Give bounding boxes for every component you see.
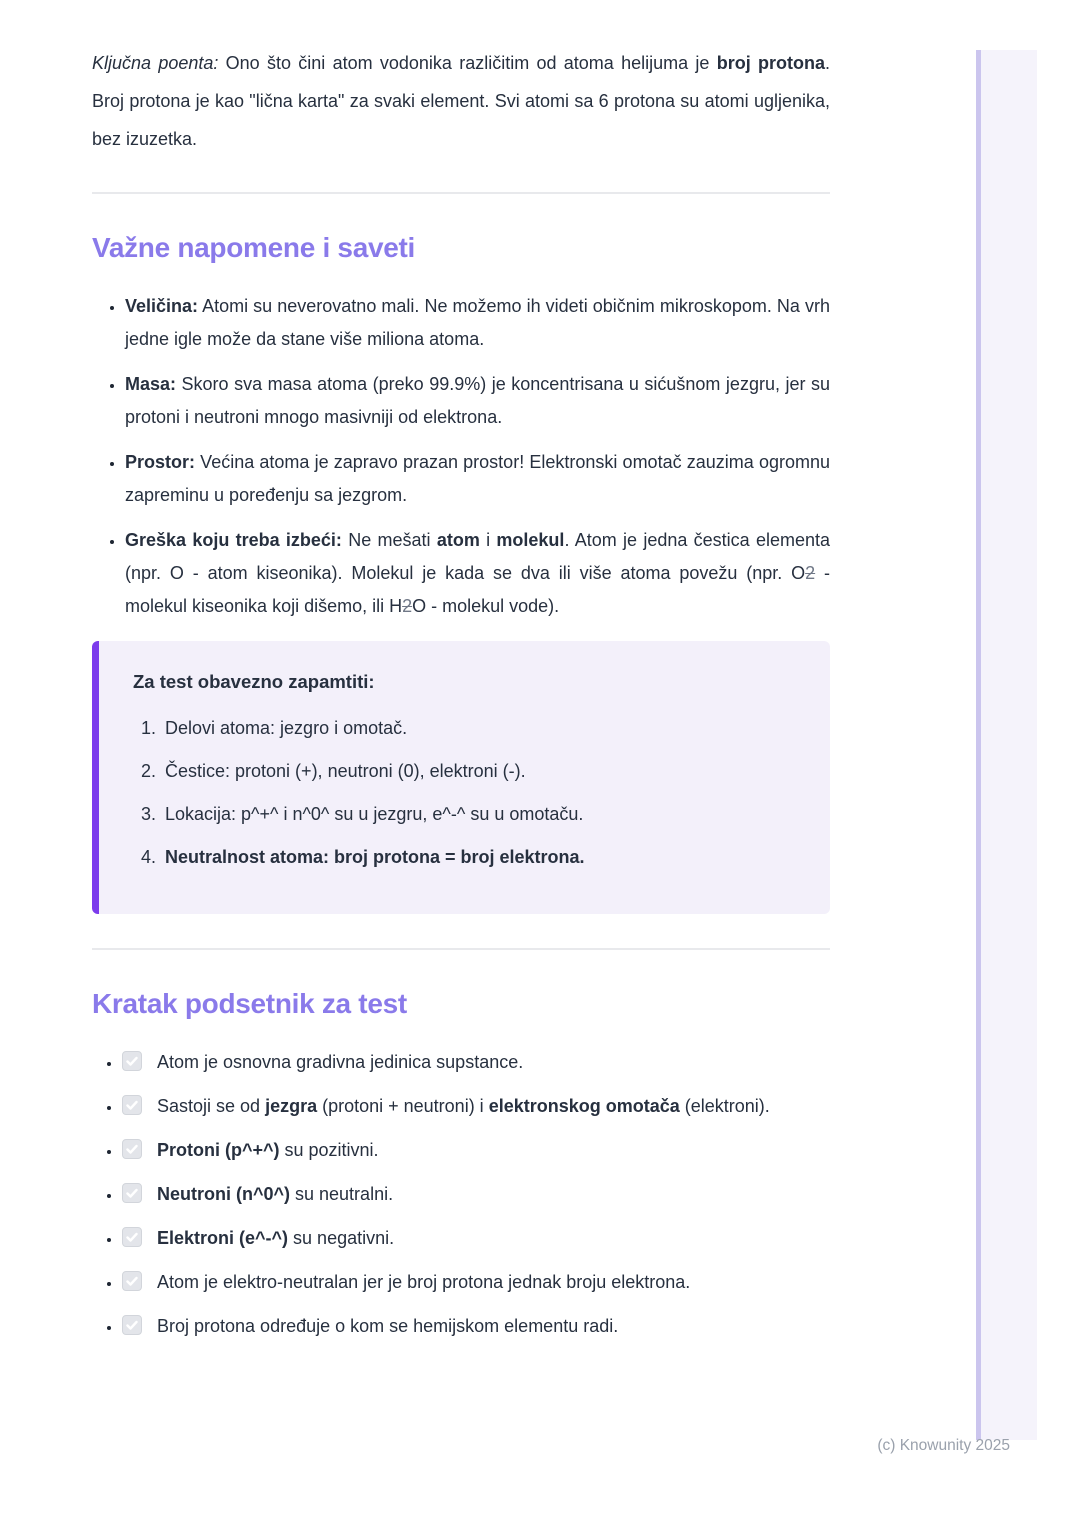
text-segment: Broj protona određuje o kom se hemijskom elementu radi. [157, 1316, 619, 1336]
text-segment: Čestice: protoni (+), neutroni (0), elektroni (-). [165, 761, 526, 781]
text-segment: su neutralni. [290, 1184, 394, 1204]
text-segment: (elektroni). [679, 1096, 770, 1116]
checkbox-checked-icon[interactable] [122, 1271, 142, 1291]
checkbox-checked-icon[interactable] [122, 1095, 142, 1115]
checkbox-checked-icon[interactable] [122, 1139, 142, 1159]
text-segment: Lokacija: p^+^ i n^0^ su u jezgru, e^-^ su u omotaču. [165, 804, 584, 824]
text-segment: Neutralnost atoma: broj protona = broj elektrona. [165, 847, 585, 867]
text-segment: - molekul kiseonika koji dišemo, ili H [125, 563, 830, 616]
text-segment: jezgra [265, 1096, 318, 1116]
text-segment: molekul [496, 530, 565, 550]
text-segment: Atom je osnovna gradivna jedinica supstance. [157, 1052, 524, 1072]
text-segment: Atom je elektro-neutralan jer je broj protona jednak broju elektrona. [157, 1272, 691, 1292]
text-segment: Elektroni (e^-^) [157, 1228, 289, 1248]
callout-list [133, 712, 800, 874]
text-segment: Ne mešati [341, 530, 437, 550]
checklist-item [122, 1310, 830, 1343]
text-segment: . Broj protona je kao "lična karta" za svaki element. Svi atomi sa 6 protona su atomi ugljenika, bez izuzetka. [92, 53, 831, 149]
text-segment: atom [436, 530, 480, 550]
list-item [161, 755, 800, 788]
list-item [161, 712, 800, 745]
next-page-edge [976, 50, 1037, 1440]
text-segment: Skoro sva masa atoma (preko 99.9%) je koncentrisana u sićušnom jezgru, jer su protoni i neutroni mnogo masivniji od elektrona. [125, 374, 830, 427]
list-item [125, 524, 830, 623]
checklist-item [122, 1266, 830, 1299]
struck-subscript: 2 [402, 596, 413, 616]
checklist-item [122, 1134, 830, 1167]
list-item [125, 368, 830, 434]
text-segment: Neutroni (n^0^) [157, 1184, 291, 1204]
reminder-checklist [92, 1046, 830, 1343]
text-segment: Ključna poenta: [92, 53, 219, 73]
callout-box [92, 641, 830, 914]
checkbox-checked-icon[interactable] [122, 1315, 142, 1335]
text-segment: Sastoji se od [157, 1096, 266, 1116]
text-segment: Atomi su neverovatno mali. Ne možemo ih videti običnim mikroskopom. Na vrh jedne igle može da stane više miliona atoma. [125, 296, 830, 349]
item-label: Veličina: [125, 296, 199, 316]
text-segment: su pozitivni. [279, 1140, 379, 1160]
callout-title: Za test obavezno zapamtiti: [133, 671, 375, 692]
text-segment: su negativni. [288, 1228, 395, 1248]
notes-list [92, 290, 830, 623]
section-divider [92, 948, 830, 950]
item-label: Greška koju treba izbeći: [125, 530, 342, 550]
list-item [161, 841, 800, 874]
checklist-item [122, 1046, 830, 1079]
text-segment: Većina atoma je zapravo prazan prostor! Elektronski omotač zauzima ogromnu zapreminu u poređenju sa jezgrom. [125, 452, 830, 505]
notes-heading: Važne napomene i saveti [92, 232, 416, 263]
document-content [92, 44, 830, 1354]
list-item [161, 798, 800, 831]
reminder-heading: Kratak podsetnik za test [92, 988, 407, 1019]
text-segment: Protoni (p^+^) [157, 1140, 280, 1160]
list-item [125, 290, 830, 356]
checkbox-checked-icon[interactable] [122, 1183, 142, 1203]
text-segment: (protoni + neutroni) i [317, 1096, 489, 1116]
list-item [125, 446, 830, 512]
text-segment: O - molekul vode). [412, 596, 560, 616]
text-segment: elektronskog omotača [488, 1096, 680, 1116]
text-segment: Delovi atoma: jezgro i omotač. [165, 718, 408, 738]
checklist-item [122, 1178, 830, 1211]
intro-paragraph [92, 44, 830, 158]
text-segment: broj protona [716, 53, 825, 73]
item-label: Masa: [125, 374, 177, 394]
item-label: Prostor: [125, 452, 196, 472]
struck-subscript: 2 [805, 563, 816, 583]
text-segment: i [479, 530, 497, 550]
section-divider [92, 192, 830, 194]
text-segment: . Atom je jedna čestica elementa (npr. O - atom kiseonika). Molekul je kada se dva ili više atoma povežu (npr. O [125, 530, 830, 583]
checklist-item [122, 1090, 830, 1123]
footer-credit: (c) Knowunity 2025 [877, 1437, 1010, 1454]
text-segment: Ono što čini atom vodonika različitim od atoma helijuma je [218, 53, 717, 73]
checkbox-checked-icon[interactable] [122, 1227, 142, 1247]
checklist-item [122, 1222, 830, 1255]
checkbox-checked-icon[interactable] [122, 1051, 142, 1071]
